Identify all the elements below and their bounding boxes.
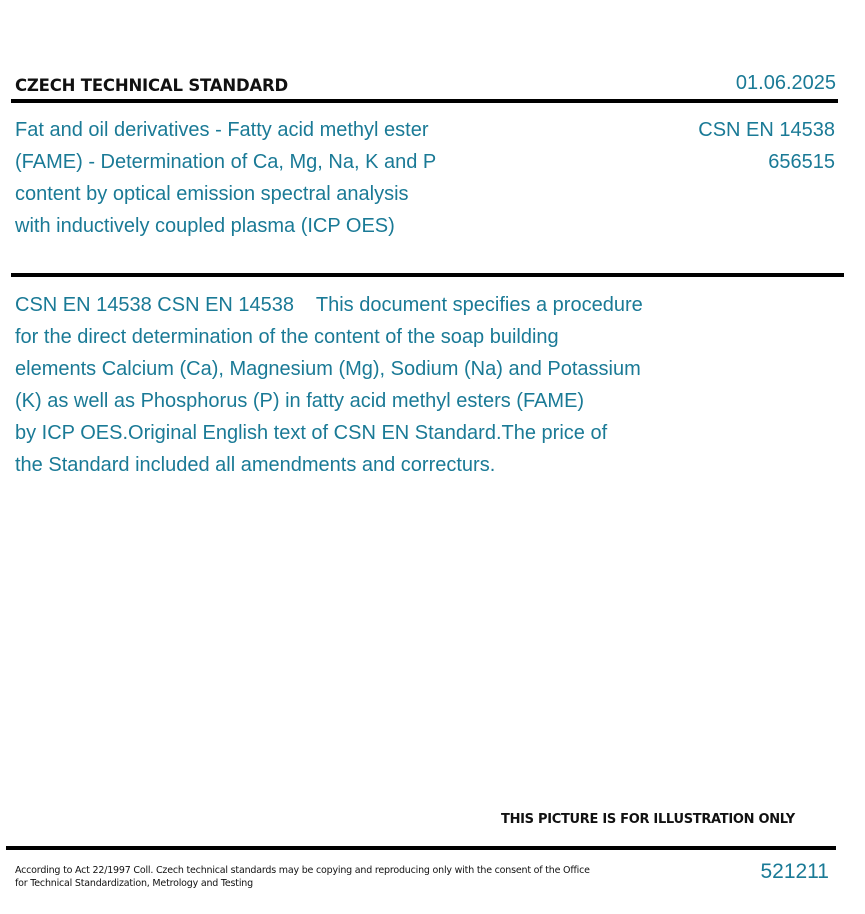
standard-title-line: content by optical emission spectral analysis	[15, 183, 409, 205]
standard-title-line: (FAME) - Determination of Ca, Mg, Na, K and P	[15, 151, 437, 173]
standard-codes	[698, 114, 835, 178]
description-line: by ICP OES.Original English text of CSN EN Standard.The price of	[15, 422, 608, 444]
standard-code: CSN EN 14538	[698, 119, 835, 141]
legal-notice-line: for Technical Standardization, Metrology and Testing	[15, 878, 253, 889]
standard-title	[15, 114, 485, 242]
footer-code: 521211	[760, 860, 829, 883]
standard-title-line: Fat and oil derivatives - Fatty acid methyl ester	[15, 119, 429, 141]
catalog-number: 656515	[768, 151, 835, 173]
legal-notice-line: According to Act 22/1997 Coll. Czech technical standards may be copying and reproducing only with the consent of the Office	[15, 865, 590, 876]
standard-title-line: with inductively coupled plasma (ICP OES)	[15, 215, 395, 237]
description-line: elements Calcium (Ca), Magnesium (Mg), Sodium (Na) and Potassium	[15, 358, 641, 380]
description-line: for the direct determination of the content of the soap building	[15, 326, 559, 348]
description-line: the Standard included all amendments and correcturs.	[15, 454, 496, 476]
footer-divider	[6, 846, 836, 850]
publication-date: 01.06.2025	[735, 72, 836, 94]
description-line: (K) as well as Phosphorus (P) in fatty acid methyl esters (FAME)	[15, 390, 585, 412]
title-divider	[11, 273, 844, 277]
description-line: CSN EN 14538 CSN EN 14538 This document specifies a procedure	[15, 294, 643, 316]
standard-description	[15, 289, 715, 481]
document-header-title: CZECH TECHNICAL STANDARD	[15, 76, 289, 95]
header-divider	[11, 99, 838, 103]
legal-notice	[15, 864, 590, 890]
illustration-notice: THIS PICTURE IS FOR ILLUSTRATION ONLY	[501, 812, 795, 827]
